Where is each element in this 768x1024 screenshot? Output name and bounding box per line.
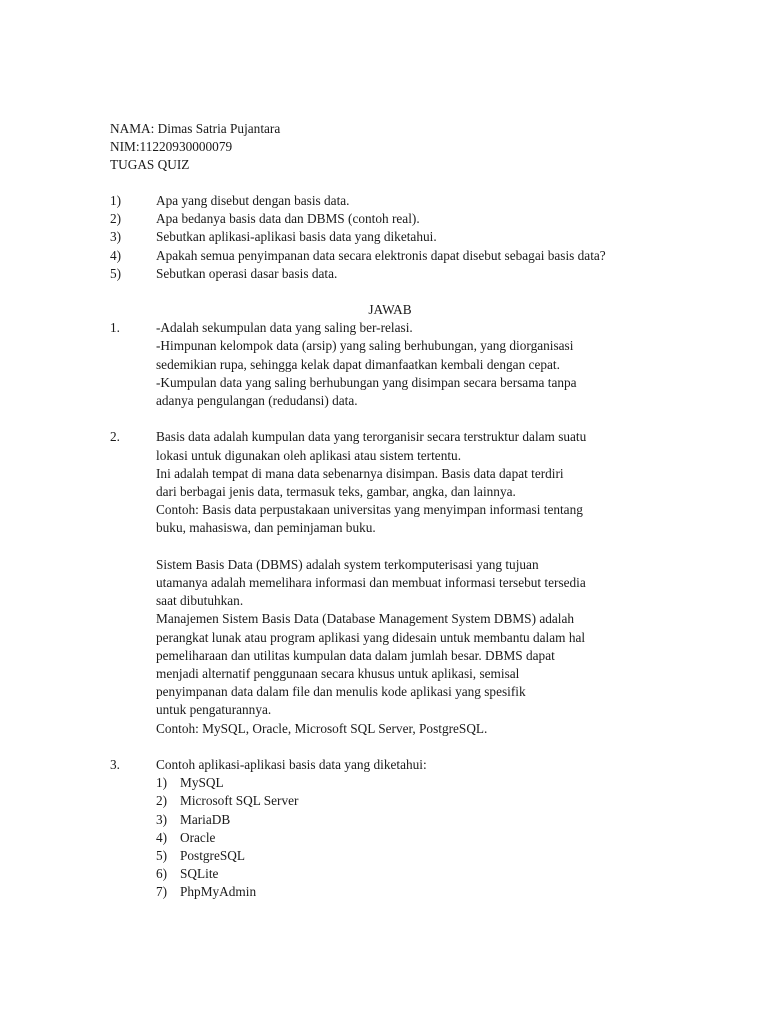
answer-section — [110, 301, 670, 902]
question-item: 5) Sebutkan operasi dasar basis data. — [110, 265, 338, 281]
question-list — [110, 192, 670, 283]
list-item: 1) MySQL — [156, 775, 224, 791]
answer-line: Contoh aplikasi-aplikasi basis data yang diketahui: — [156, 757, 427, 773]
question-item: 3) Sebutkan aplikasi-aplikasi basis data yang diketahui. — [110, 229, 437, 245]
answer-line: menjadi alternatif penggunaan secara khusus untuk aplikasi, semisal — [156, 666, 520, 682]
answer-line: Contoh: MySQL, Oracle, Microsoft SQL Server, PostgreSQL. — [156, 720, 488, 736]
question-item: 4) Apakah semua penyimpanan data secara elektronis dapat disebut sebagai basis data? — [110, 247, 606, 263]
answer-line: lokasi untuk digunakan oleh aplikasi atau sistem tertentu. — [156, 447, 462, 463]
answer-heading: JAWAB — [368, 302, 412, 317]
student-name: NAMA: Dimas Satria Pujantara — [110, 121, 281, 136]
answer-line: penyimpanan data dalam file dan menulis kode aplikasi yang spesifik — [156, 684, 526, 700]
answer-line: Basis data adalah kumpulan data yang terorganisir secara terstruktur dalam suatu — [156, 429, 587, 445]
answer-line: buku, mahasiswa, dan peminjaman buku. — [156, 520, 376, 536]
list-item: 7) PhpMyAdmin — [156, 884, 257, 900]
answer-2: 2. Basis data adalah kumpulan data yang terorganisir secara terstruktur dalam suatu lokasi untuk digunakan oleh aplikasi atau sistem tertentu. Ini adalah tempat di mana data sebenarnya disimpan. Basis data dapat terdiri dari berbagai jenis data, termasuk teks, gambar, angka, dan lainnya. Contoh: Basis data perpustakaan universitas yang menyimpan informasi tentang buku, mahasiswa, dan peminjaman buku. Sistem Basis Data (DBMS) adalah system terkomputerisasi yang tujuan utamanya adalah memelihara informasi dan membuat informasi tersebut tersedia saat dibutuhkan. Manajemen Sistem Basis Data (Database Management System DBMS) adalah perangkat lunak atau program aplikasi yang didesain untuk membantu dalam hal pemeliharaan dan utilitas kumpulan data dalam jumlah besar. DBMS dapat menjadi alternatif penggunaan secara khusus untuk aplikasi, semisal penyimpanan data dalam file dan menulis kode aplikasi yang spesifik untuk pengaturannya. Contoh: MySQL, Oracle, Microsoft SQL Server, PostgreSQL. — [110, 428, 670, 737]
student-nim: NIM:11220930000079 — [110, 139, 233, 155]
list-item: 5) PostgreSQL — [156, 848, 246, 864]
answer-3: 3. Contoh aplikasi-aplikasi basis data yang diketahui: 1) MySQL 2) Microsoft SQL Server 3) MariaDB 4) Oracle 5) PostgreSQL 6) SQLite 7) PhpMyAdmin — [110, 756, 670, 902]
answer-line: Sistem Basis Data (DBMS) adalah system terkomputerisasi yang tujuan — [156, 556, 539, 572]
list-item: 4) Oracle — [156, 829, 216, 845]
answer-line: Ini adalah tempat di mana data sebenarnya disimpan. Basis data dapat terdiri — [156, 465, 564, 481]
answer-line: adanya pengulangan (redudansi) data. — [156, 393, 358, 409]
answer-1: 1. -Adalah sekumpulan data yang saling ber-relasi. -Himpunan kelompok data (arsip) yang saling berhubungan, yang diorganisasi sedemikian rupa, sehingga kelak dapat dimanfaatkan kembali dengan cepat. -Kumpulan data yang saling berhubungan yang disimpan secara bersama tanpa adanya pengulangan (redudansi) data. — [110, 319, 670, 410]
list-item: 2) Microsoft SQL Server — [156, 793, 299, 809]
answer-line: pemeliharaan dan utilitas kumpulan data dalam jumlah besar. DBMS dapat — [156, 647, 555, 663]
question-item: 2) Apa bedanya basis data dan DBMS (contoh real). — [110, 211, 420, 227]
answer-line: Contoh: Basis data perpustakaan universitas yang menyimpan informasi tentang — [156, 502, 583, 518]
answer-line: -Kumpulan data yang saling berhubungan yang disimpan secara bersama tanpa — [156, 374, 577, 390]
answer-line: Manajemen Sistem Basis Data (Database Management System DBMS) adalah — [156, 611, 575, 627]
answer-line: saat dibutuhkan. — [156, 593, 244, 609]
answer-line: sedemikian rupa, sehingga kelak dapat dimanfaatkan kembali dengan cepat. — [156, 356, 560, 372]
list-item: 6) SQLite — [156, 866, 219, 882]
answer-line: untuk pengaturannya. — [156, 702, 272, 718]
question-item: 1) Apa yang disebut dengan basis data. — [110, 193, 350, 208]
answer-line: dari berbagai jenis data, termasuk teks, gambar, angka, dan lainnya. — [156, 484, 516, 500]
assignment-title: TUGAS QUIZ — [110, 157, 190, 173]
answer-line: -Adalah sekumpulan data yang saling ber-relasi. — [156, 320, 413, 336]
answer-line: perangkat lunak atau program aplikasi yang didesain untuk membantu dalam hal — [156, 629, 586, 645]
answer-line: utamanya adalah memelihara informasi dan membuat informasi tersebut tersedia — [156, 575, 586, 591]
student-header — [110, 120, 670, 175]
answer-line: -Himpunan kelompok data (arsip) yang saling berhubungan, yang diorganisasi — [156, 338, 574, 354]
database-app-list — [156, 774, 670, 901]
list-item: 3) MariaDB — [156, 811, 231, 827]
